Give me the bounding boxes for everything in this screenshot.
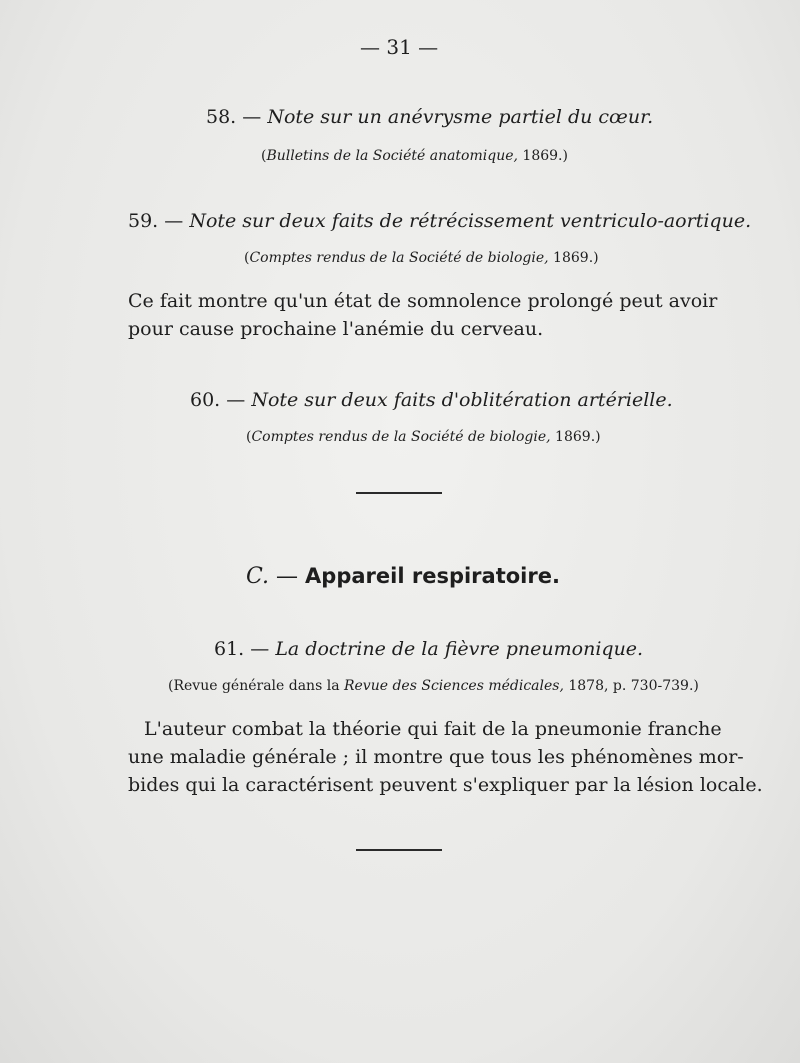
entry-59-title: Note sur deux faits de rétrécissement ventriculo-aortique. bbox=[189, 210, 752, 232]
entry-59-title-line bbox=[128, 210, 751, 232]
entry-58-source-open: ( bbox=[261, 148, 267, 164]
entry-61-title-line bbox=[214, 638, 643, 660]
entry-61-source-prefix: (Revue générale dans la bbox=[168, 678, 344, 694]
separator-rule-2 bbox=[356, 849, 442, 851]
entry-61-number: 61. bbox=[214, 638, 245, 660]
section-title: Appareil respiratoire. bbox=[305, 564, 560, 588]
entry-60-source bbox=[246, 429, 601, 445]
entry-60-title: Note sur deux faits d'oblitération artérielle. bbox=[251, 389, 673, 411]
entry-59-body-line-1: Ce fait montre qu'un état de somnolence prolongé peut avoir bbox=[128, 290, 718, 312]
entry-60-dash: — bbox=[226, 389, 246, 411]
entry-59-number: 59. bbox=[128, 210, 159, 232]
entry-61-title: La doctrine de la fièvre pneumonique. bbox=[275, 638, 644, 660]
section-dash: — bbox=[276, 564, 299, 589]
entry-61-dash: — bbox=[250, 638, 270, 660]
entry-58-number: 58. bbox=[206, 106, 237, 128]
section-letter: C. bbox=[246, 564, 270, 589]
entry-61-body-line-3: bides qui la caractérisent peuvent s'expliquer par la lésion locale. bbox=[128, 774, 763, 796]
entry-59-body-line-2: pour cause prochaine l'anémie du cerveau. bbox=[128, 318, 544, 340]
entry-59-source-open: ( bbox=[244, 250, 250, 266]
entry-61-body-line-2: une maladie générale ; il montre que tous les phénomènes mor- bbox=[128, 746, 744, 768]
entry-59-source-journal: Comptes rendus de la Société de biologie, bbox=[249, 250, 549, 266]
entry-61-source-journal: Revue des Sciences médicales, bbox=[343, 678, 564, 694]
entry-58-title: Note sur un anévrysme partiel du cœur. bbox=[267, 106, 654, 128]
entry-60-title-line bbox=[190, 389, 673, 411]
entry-59-source bbox=[244, 250, 599, 266]
entry-59-dash: — bbox=[164, 210, 184, 232]
entry-61-body-line-1: L'auteur combat la théorie qui fait de la pneumonie franche bbox=[144, 718, 722, 740]
entry-59-source-year: 1869.) bbox=[548, 250, 599, 266]
entry-58-source bbox=[261, 148, 568, 164]
entry-60-source-open: ( bbox=[246, 429, 252, 445]
page-number: — 31 — bbox=[360, 35, 439, 59]
entry-61-source-pages: 1878, p. 730-739.) bbox=[563, 678, 699, 694]
entry-60-number: 60. bbox=[190, 389, 221, 411]
entry-58-source-year: 1869.) bbox=[517, 148, 568, 164]
entry-60-source-year: 1869.) bbox=[550, 429, 601, 445]
entry-58-title-line bbox=[206, 106, 653, 128]
entry-58-source-journal: Bulletins de la Société anatomique, bbox=[266, 148, 518, 164]
section-heading bbox=[246, 564, 560, 589]
separator-rule-1 bbox=[356, 492, 442, 494]
entry-61-source bbox=[168, 678, 699, 694]
entry-58-dash: — bbox=[242, 106, 262, 128]
entry-60-source-journal: Comptes rendus de la Société de biologie, bbox=[251, 429, 551, 445]
